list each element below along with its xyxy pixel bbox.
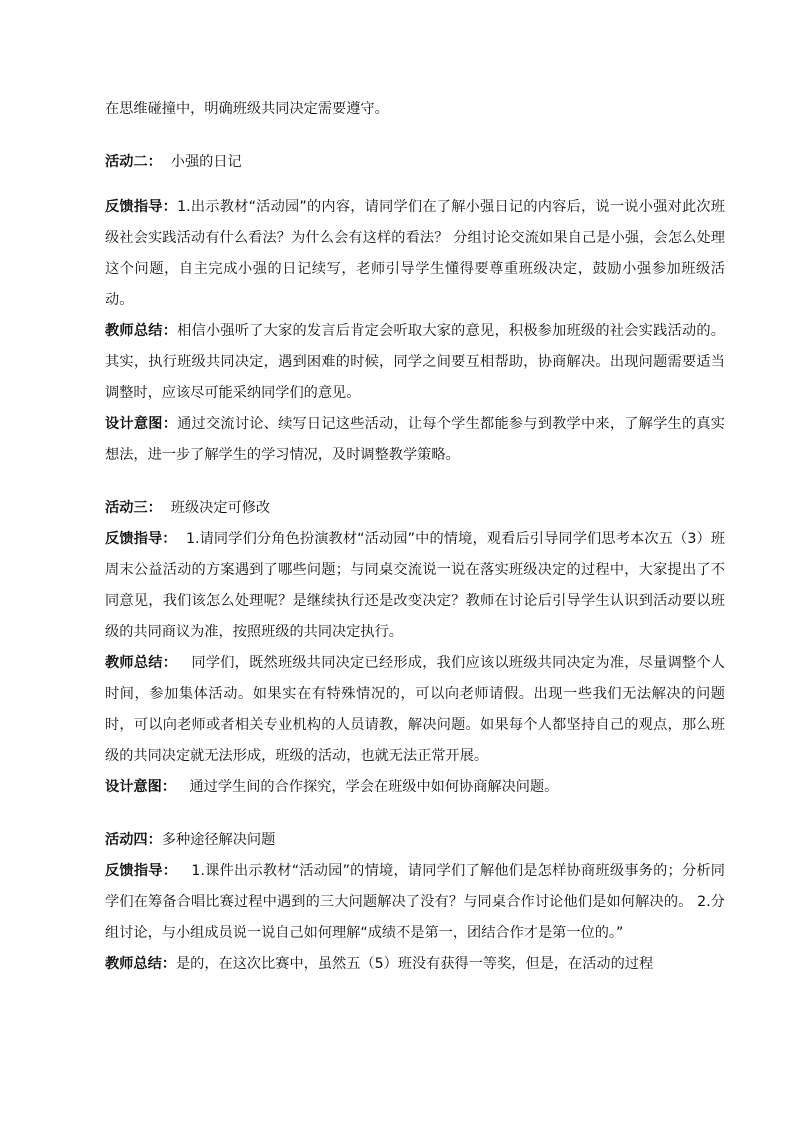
- feedback-label: 反馈指导：: [105, 531, 177, 547]
- intro-paragraph: 在思维碰撞中，明确班级共同决定需要遵守。: [105, 101, 389, 117]
- activity-4-heading: [105, 825, 725, 856]
- activity-4-title: 多种途径解决问题: [161, 832, 276, 848]
- activity-2-design: [105, 409, 725, 471]
- spacer: [105, 803, 725, 825]
- summary-label: 教师总结：: [105, 956, 176, 972]
- spacer: [105, 178, 725, 192]
- feedback-label: 反馈指导：: [105, 863, 178, 879]
- feedback-text: 1.出示教材“活动园”的内容，请同学们在了解小强日记的内容后，说一说小强对此次班级社会实践活动有什么看法？为什么会有这样的看法？ 分组讨论交流如果自己是小强，会怎么处理这个问题，自主完成小强的日记续写，老师引导学生懂得要尊重班级决定，鼓励小强参加班级活动。: [105, 199, 725, 308]
- activity-3-design: [105, 772, 725, 803]
- design-label: 设计意图：: [105, 416, 178, 432]
- feedback-text: 1.请同学们分角色扮演教材“活动园”中的情境，观看后引导同学们思考本次五（3）班周末公益活动的方案遇到了哪些问题；与同桌交流说一说在落实班级决定的过程中，大家提出了不同意见，我们该怎么处理呢？是继续执行还是改变决定？教师在讨论后引导学生认识到活动要以班级的共同商议为准，按照班级的共同决定执行。: [105, 531, 725, 640]
- summary-text: 是的，在这次比赛中，虽然五（5）班没有获得一等奖，但是，在活动的过程: [175, 956, 654, 972]
- summary-label: 教师总结：: [105, 323, 178, 339]
- activity-2-title: 小强的日记: [170, 154, 242, 170]
- activity-3-feedback: [105, 524, 725, 648]
- summary-label: 教师总结：: [105, 655, 178, 671]
- summary-text: 相信小强听了大家的发言后肯定会听取大家的意见，积极参加班级的社会实践活动的。其实，执行班级共同决定，遇到困难的时候，同学之间要互相帮助，协商解决。出现问题需要适当调整时，应该尽可能采纳同学们的意见。: [105, 323, 725, 401]
- activity-2-label: 活动二：: [105, 154, 162, 170]
- activity-3-heading: [105, 493, 725, 524]
- activity-3-title: 班级决定可修改: [170, 500, 271, 516]
- activity-2-feedback: [105, 192, 725, 316]
- spacer: [105, 125, 725, 147]
- design-text: 通过交流讨论、续写日记这些活动，让每个学生都能参与到教学中来，了解学生的真实想法，进一步了解学生的学习情况，及时调整教学策略。: [105, 416, 725, 463]
- spacer: [105, 471, 725, 493]
- activity-3-label: 活动三：: [105, 500, 162, 516]
- activity-4-feedback: [105, 856, 725, 949]
- feedback-label: 反馈指导：: [105, 199, 178, 215]
- activity-3-summary: [105, 648, 725, 772]
- summary-text: 同学们，既然班级共同决定已经形成，我们应该以班级共同决定为准，尽量调整个人时间，参加集体活动。如果实在有特殊情况的，可以向老师请假。出现一些我们无法解决的问题时，可以向老师或者相关专业机构的人员请教，解决问题。如果每个人都坚持自己的观点，那么班级的共同决定就无法形成，班级的活动，也就无法正常开展。: [105, 655, 725, 764]
- feedback-text: 1.课件出示教材“活动园”的情境，请同学们了解他们是怎样协商班级事务的；分析同学们在筹备合唱比赛过程中遇到的三大问题解决了没有？与同桌合作讨论他们是如何解决的。 2.分组讨论，与小组成员说一说自己如何理解“成绩不是第一，团结合作才是第一位的。”: [105, 863, 725, 941]
- activity-4-label: 活动四：: [105, 832, 162, 848]
- document-page: [105, 94, 725, 980]
- activity-4-summary: [105, 949, 725, 980]
- design-text: 通过学生间的合作探究，学会在班级中如何协商解决问题。: [189, 779, 559, 795]
- activity-2-heading: [105, 147, 725, 178]
- design-label: 设计意图：: [105, 779, 176, 795]
- activity-2-summary: [105, 316, 725, 409]
